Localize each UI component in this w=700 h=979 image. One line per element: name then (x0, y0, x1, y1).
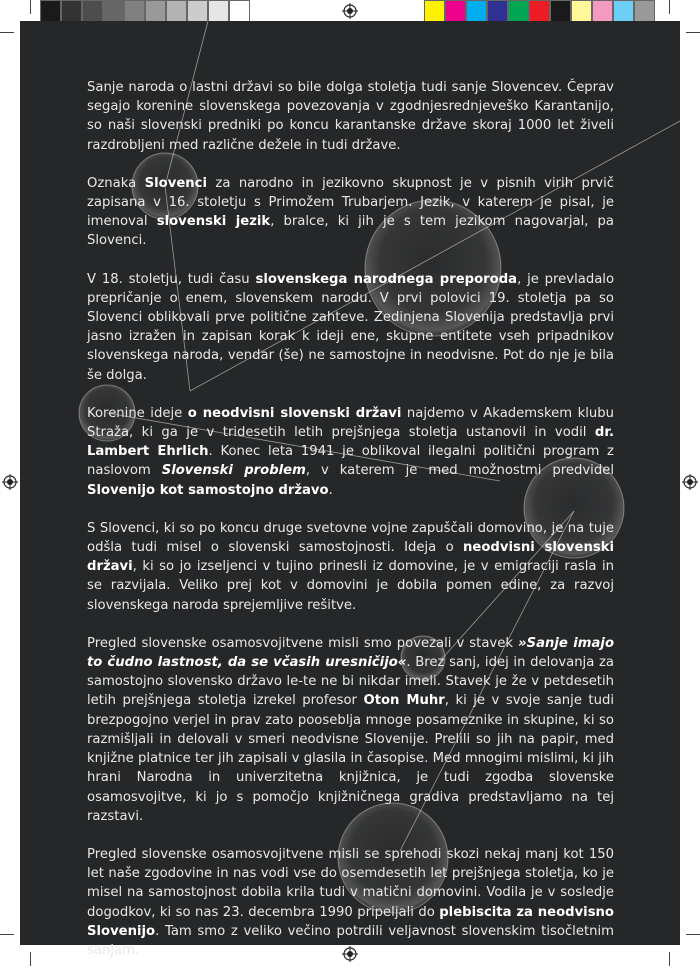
paragraph (87, 78, 614, 155)
bold-text: dr. Lambert Ehrlich (87, 425, 614, 460)
text-run: Korenine ideje (87, 405, 188, 421)
color-swatch (550, 0, 571, 22)
color-swatch (634, 0, 655, 22)
color-swatch (424, 0, 445, 22)
crop-mark (686, 32, 700, 33)
bold-text: slovenskega narodnega preporoda (255, 271, 518, 287)
text-run: , bralce, ki jih je s tem jezikom nagovarjal, pa Slovenci. (87, 214, 614, 249)
dark-page (20, 21, 680, 958)
color-swatch (82, 0, 103, 22)
color-swatch (166, 0, 187, 22)
text-run: za narodno in jezikovno skupnost je v pisnih virih prvič zapisana v 16. stoletju s Primožem Trubarjem. Jezik, v katerem je pisal, je imenoval (87, 175, 614, 230)
text-run: , je prevladalo prepričanje o enem, slovenskem narodu. V prvi polovici 19. stoletja pa so Slovenci oblikovali prve politične zahteve. Zedinjena Slovenija predstavlja prvi jasno izražen in zapisan korak k ideji ene, skupne entitete vseh pripadnikov slovenskega naroda, vendar (še) ne samostojne in neodvisne. Pot do nje je bila še dolga. (87, 271, 615, 383)
text-run: Oznaka (87, 175, 145, 191)
color-swatch (229, 0, 250, 22)
registration-mark-right (682, 474, 698, 490)
crop-mark (669, 952, 670, 966)
bold-text: »Sanje imajo to čudno lastnost, da se včasih uresničijo« (87, 635, 615, 671)
crop-mark (30, 952, 31, 966)
registration-mark-top (342, 3, 358, 19)
text-run: Pregled slovenske osamosvojitvene misli se sprehodi skozi nekaj manj kot 150 let naše zgodovine in nas vodi vse do osemdesetih let prejšnjega stoletja, ko je misel na samostojnost dobila krila tudi v matični domovini. Vodila je v sosledje dogodkov, ki so nas 23. decembra 1990 pripeljali do (87, 846, 614, 920)
color-swatch (187, 0, 208, 22)
color-swatch (487, 0, 508, 22)
text-run: . Konec leta 1941 je oblikoval ilegalni politični program z naslovom (87, 444, 614, 479)
bold-text: plebiscita za neodvisno Slovenijo (87, 904, 614, 939)
text-run: najdemo v Akademskem klubu Straža, ki ga je v tridesetih letih prejšnjega stoletja ustanovil in vodil (87, 405, 615, 441)
text-run: Pregled slovenske osamosvojitvene misli smo povezali v stavek (87, 635, 519, 651)
grayscale-color-bar (40, 0, 250, 22)
crop-mark (30, 0, 31, 14)
bold-text: Oton Muhr (363, 693, 445, 709)
crop-mark (686, 934, 700, 935)
crop-mark (0, 934, 14, 935)
registration-mark-left (2, 474, 18, 490)
color-swatch (40, 0, 61, 22)
body-text (87, 78, 614, 979)
color-swatch (613, 0, 634, 22)
paragraph (87, 174, 614, 251)
bold-text: Slovenijo kot samostojno državo (87, 482, 329, 498)
crop-mark (669, 0, 670, 14)
paragraph (87, 404, 614, 500)
color-swatch (592, 0, 613, 22)
text-run: , ki je v svoje sanje tudi brezpogojno verjel in prav zato pooseblja mnoge posameznike in skupine, ki so razmišljali in delovali v smeri neodvisne Slovenije. Prelili so jih na papir, med knjižne platnice ter jih zapisali v glasila in časopise. Med mnogimi mislimi, ki jih hrani Narodna in univerzitetna knjižnica, je tudi zgodba slovenske osamosvojitve, ki jo s pomočjo knjižničnega gradiva predstavljamo na tej razstavi. (87, 693, 614, 824)
color-swatch (529, 0, 550, 22)
paragraph (87, 270, 614, 385)
color-swatch (466, 0, 487, 22)
text-run: V 18. stoletju, tudi času (87, 271, 256, 287)
color-swatch (208, 0, 229, 22)
paragraph (87, 845, 614, 960)
text-run: . Tam smo z veliko večino potrdili veljavnost slovenskim tisočletnim sanjam. (87, 923, 614, 958)
text-run: . Brez sanj, idej in delovanja za samostojno slovensko državo le-te ne bi nikdar imeli. Stavek je že v petdesetih letih prejšnjega stoletja izrekel profesor (87, 655, 614, 709)
text-run: , v katerem je med možnostmi predvidel (305, 463, 614, 479)
text-run: . (328, 482, 333, 498)
bold-text: Slovenci (144, 175, 207, 191)
color-swatch (445, 0, 466, 22)
cmyk-color-bar (424, 0, 655, 22)
color-swatch (508, 0, 529, 22)
color-swatch (61, 0, 82, 22)
color-swatch (571, 0, 592, 22)
color-swatch (145, 0, 166, 22)
crop-mark (0, 32, 14, 33)
bold-text: Slovenski problem (161, 463, 306, 479)
bold-text: o neodvisni slovenski državi (187, 405, 402, 421)
color-swatch (103, 0, 124, 22)
paragraph (87, 519, 614, 615)
text-run: , ki so jo izseljenci v tujino prinesli iz domovine, je v emigraciji rasla in se razvijala. Veliko prej kot v domovini je dobila pomen edine, za razvoj slovenskega naroda sprejemljive rešitve. (87, 559, 614, 613)
paragraph (87, 634, 614, 826)
bold-text: slovenski jezik (156, 214, 271, 230)
text-run: Sanje naroda o lastni državi so bile dolga stoletja tudi sanje Slovencev. Čeprav segajo korenine slovenskega povezovanja v zgodnjesrednjeveško Karantanijo, so naši slovenski predniki po koncu karantanske države skoraj 1000 let živeli razdrobljeni med različne dežele in tudi države. (87, 80, 614, 153)
color-swatch (124, 0, 145, 22)
text-run: S Slovenci, ki so po koncu druge svetovne vojne zapuščali domovino, je na tuje odšla tudi misel o slovenski samostojnosti. Ideja o (87, 520, 614, 556)
bold-text: neodvisni slovenski državi (87, 540, 614, 575)
